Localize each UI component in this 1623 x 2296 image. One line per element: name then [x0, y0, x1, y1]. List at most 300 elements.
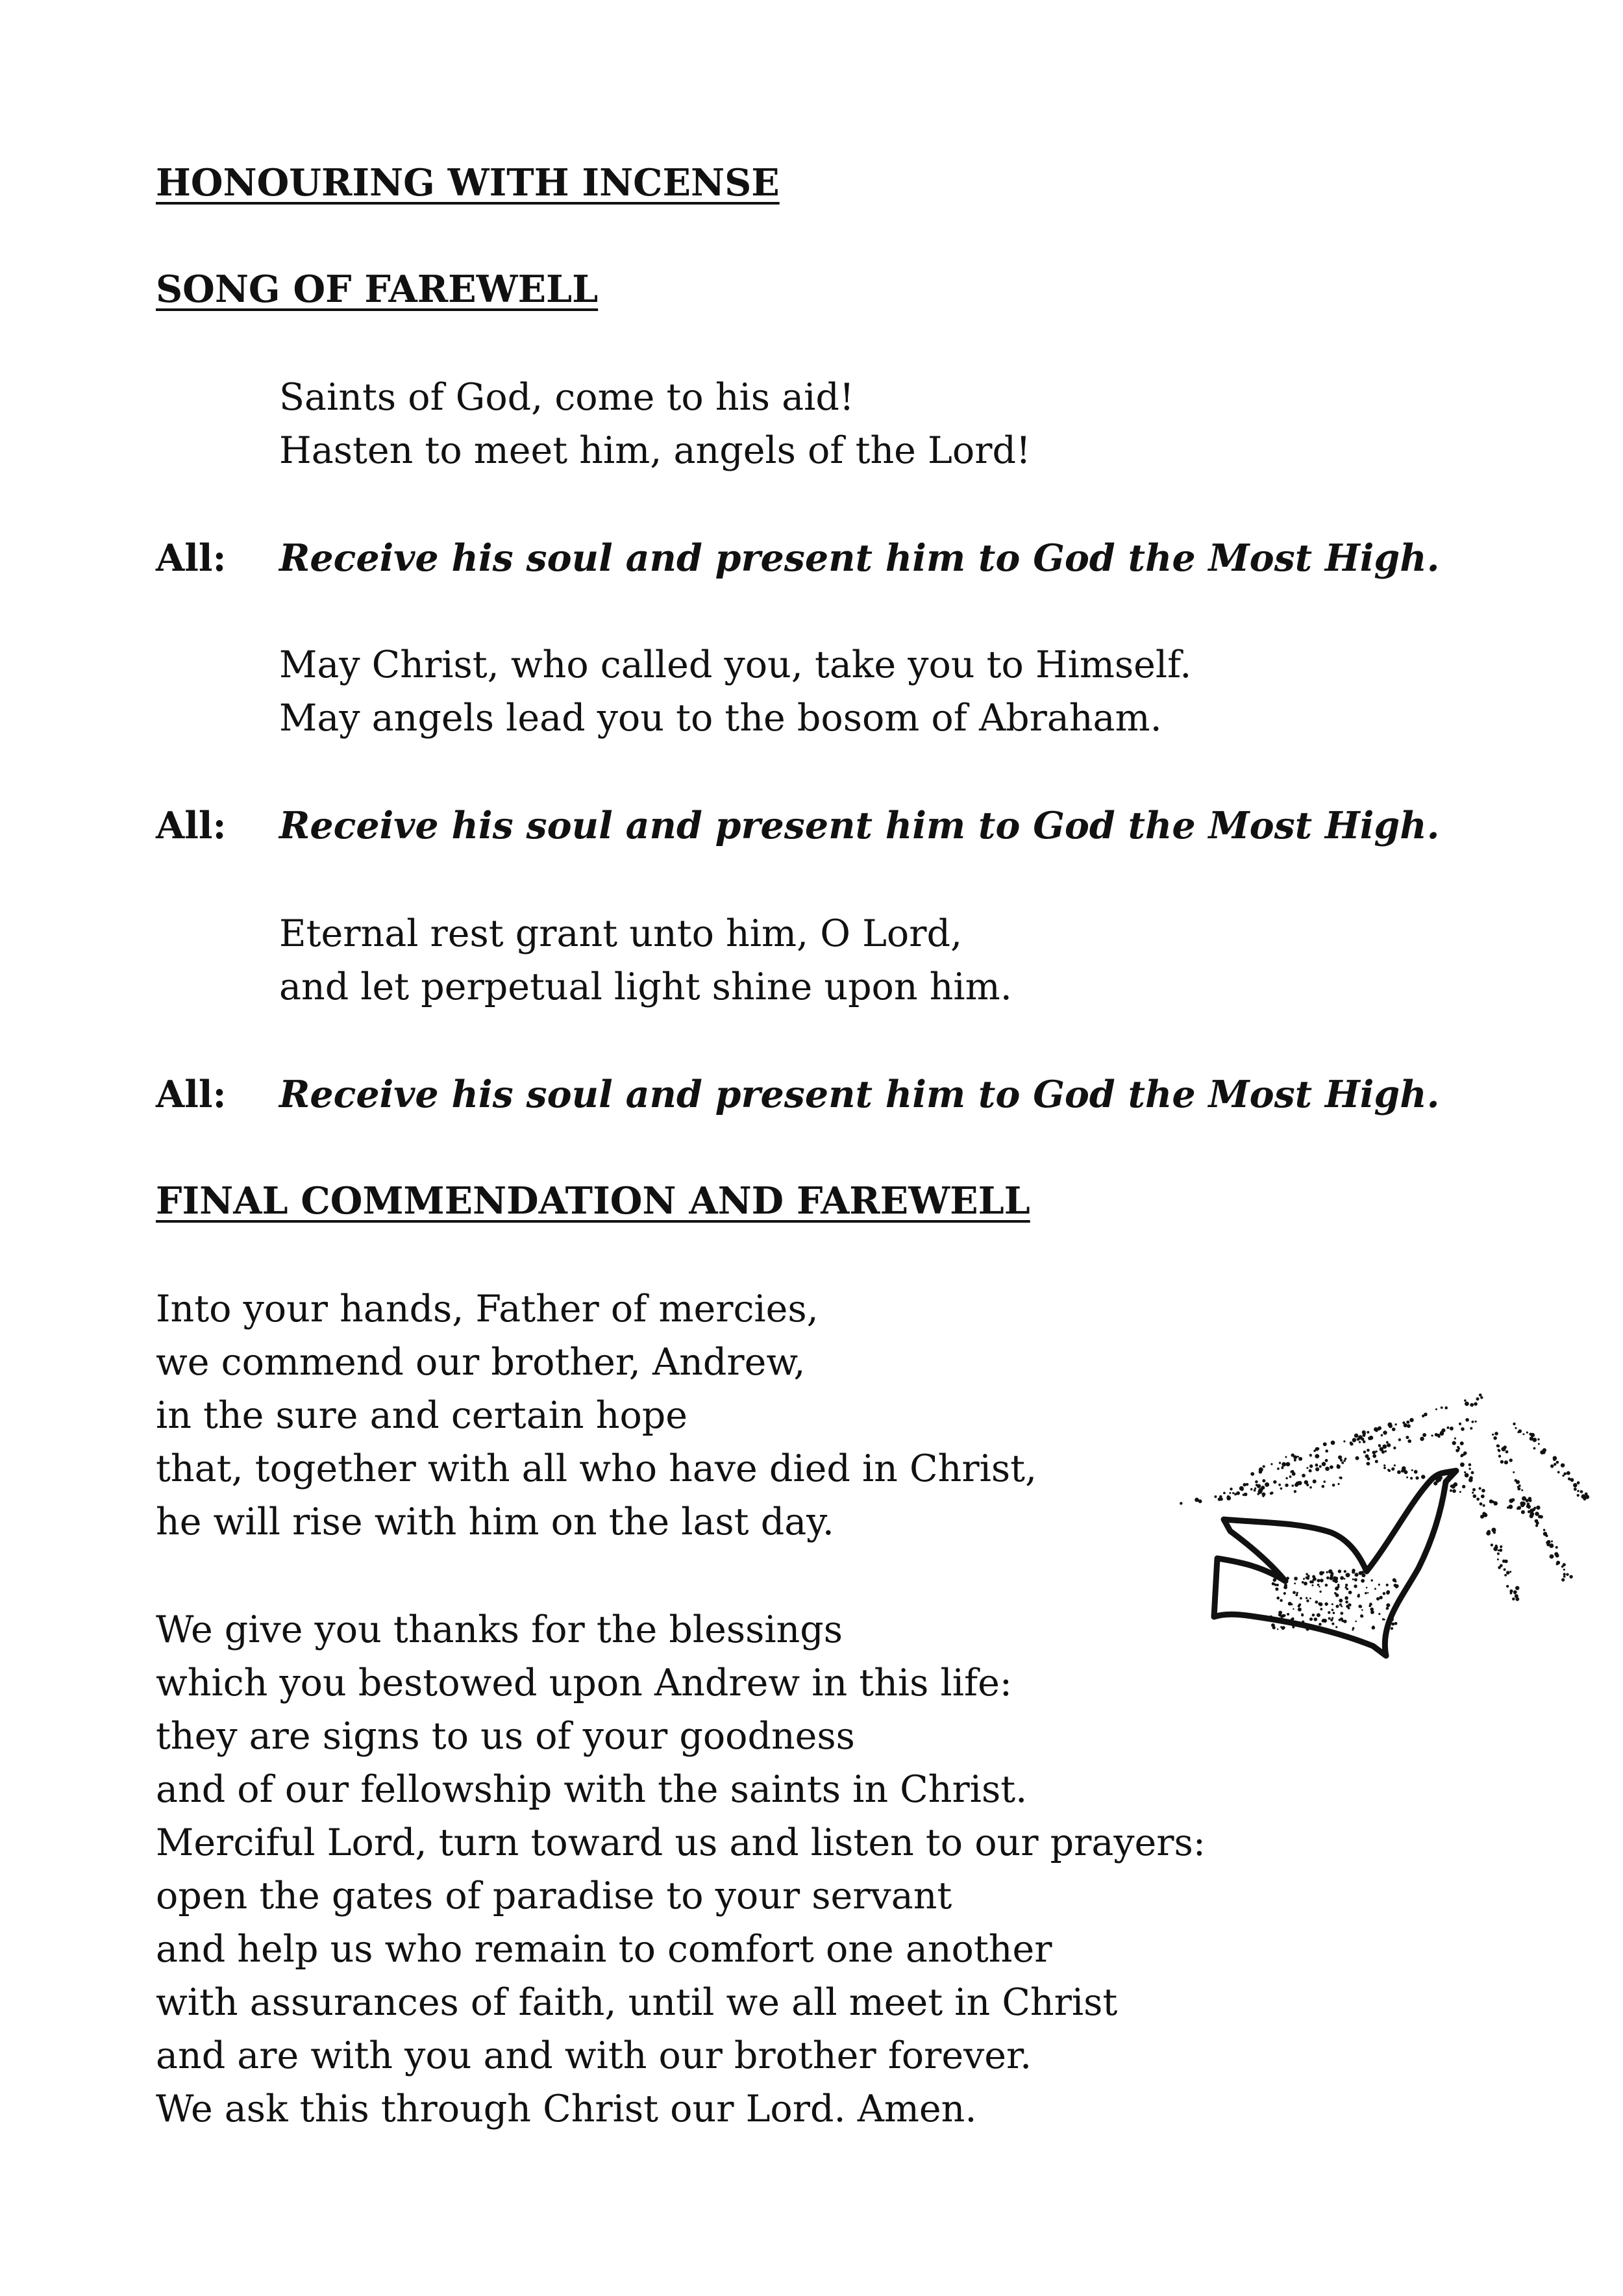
stipple-dot	[1372, 1454, 1376, 1458]
stipple-dot	[1495, 1545, 1498, 1547]
stipple-dot	[1553, 1458, 1555, 1461]
stipple-dot	[1330, 1574, 1333, 1577]
stipple-dot	[1343, 1440, 1345, 1442]
stipple-dot	[1424, 1413, 1428, 1417]
stipple-dot	[1577, 1481, 1580, 1484]
commendation-p2-line-3: they are signs to us of your goodness	[156, 1715, 855, 1758]
stipple-dot	[1378, 1613, 1380, 1615]
stipple-dot	[1577, 1494, 1580, 1497]
stipple-dot	[1574, 1485, 1576, 1488]
stipple-dot	[1337, 1464, 1339, 1466]
stipple-dot	[1332, 1484, 1335, 1487]
stipple-dot	[1273, 1480, 1276, 1484]
stipple-dot	[1362, 1434, 1365, 1437]
stipple-dot	[1298, 1608, 1302, 1612]
commendation-p2-line-4: and of our fellowship with the saints in Christ.	[156, 1768, 1028, 1811]
stipple-dot	[1386, 1603, 1390, 1607]
stipple-dot	[1309, 1597, 1311, 1599]
stipple-dot	[1354, 1573, 1358, 1577]
stipple-dot	[1277, 1467, 1280, 1470]
stipple-dot	[1288, 1602, 1292, 1606]
all-label-1: All:	[156, 536, 227, 580]
stipple-dot	[1306, 1577, 1309, 1580]
stipple-dot	[1492, 1434, 1494, 1436]
commendation-p2-line-2: which you bestowed upon Andrew in this life:	[156, 1662, 1013, 1704]
stipple-dot	[1309, 1617, 1313, 1621]
stipple-dot	[1585, 1492, 1588, 1495]
commendation-p1-line-3: in the sure and certain hope	[156, 1394, 688, 1437]
stipple-dot	[1367, 1457, 1370, 1460]
stipple-dot	[1446, 1427, 1449, 1429]
stipple-dot	[1501, 1447, 1505, 1451]
stipple-dot	[1298, 1457, 1302, 1461]
stipple-dot	[1388, 1469, 1391, 1472]
stipple-dot	[1283, 1592, 1286, 1595]
commendation-p1-line-2: we commend our brother, Andrew,	[156, 1341, 806, 1384]
stipple-dot	[1325, 1459, 1328, 1462]
stipple-dot	[1317, 1579, 1320, 1582]
stipple-dot	[1437, 1434, 1440, 1437]
stipple-dot	[1302, 1474, 1306, 1478]
stipple-dot	[1352, 1569, 1355, 1572]
stipple-dot	[1500, 1564, 1503, 1567]
stipple-dot	[1391, 1627, 1393, 1630]
stipple-dot	[1459, 1423, 1461, 1425]
dove-icon	[1152, 1383, 1594, 1695]
stipple-dot	[1331, 1441, 1335, 1445]
stipple-dot	[1454, 1438, 1456, 1440]
stipple-dot	[1315, 1467, 1319, 1471]
heading-song-of-farewell: SONG OF FAREWELL	[156, 268, 599, 311]
stipple-dot	[1542, 1448, 1546, 1452]
commendation-p2-line-7: and help us who remain to comfort one another	[156, 1928, 1052, 1971]
stipple-dot	[1531, 1434, 1533, 1436]
stipple-dot	[1543, 1532, 1547, 1536]
stipple-dot	[1296, 1592, 1298, 1594]
stipple-dot	[1294, 1582, 1296, 1584]
stipple-dot	[1343, 1460, 1345, 1462]
stipple-dot	[1383, 1464, 1385, 1466]
stipple-dot	[1401, 1469, 1404, 1473]
stipple-dot	[1392, 1428, 1396, 1432]
stipple-dot	[1450, 1427, 1454, 1430]
stipple-dot	[1280, 1599, 1282, 1602]
commendation-p1-line-5: he will rise with him on the last day.	[156, 1501, 834, 1543]
stipple-dot	[1328, 1611, 1330, 1614]
stipple-dot	[1338, 1455, 1342, 1459]
stipple-dot	[1323, 1480, 1326, 1483]
stipple-dot	[1480, 1503, 1483, 1506]
stipple-dot	[1363, 1451, 1366, 1453]
stipple-dot	[1325, 1584, 1328, 1587]
stipple-dot	[1549, 1543, 1554, 1548]
stipple-dot	[1358, 1435, 1363, 1440]
stipple-dot	[1456, 1449, 1459, 1453]
stipple-dot	[1387, 1423, 1392, 1427]
stipple-dot	[1515, 1597, 1519, 1601]
stipple-dot	[1472, 1488, 1476, 1491]
stipple-dot	[1550, 1464, 1554, 1467]
stipple-dot	[1414, 1470, 1418, 1474]
stipple-dot	[1513, 1423, 1515, 1425]
stipple-dot	[1372, 1451, 1376, 1454]
stipple-dot	[1352, 1578, 1354, 1580]
stipple-dot	[1464, 1399, 1467, 1402]
stipple-dot	[1556, 1461, 1559, 1464]
stipple-dot	[1254, 1489, 1256, 1491]
stipple-dot	[1278, 1611, 1282, 1615]
commendation-p2-line-8: with assurances of faith, until we all meet in Christ	[156, 1981, 1118, 2024]
stipple-dot	[1483, 1504, 1485, 1507]
stipple-dot	[1394, 1580, 1397, 1583]
stipple-dot	[1406, 1421, 1409, 1424]
stipple-dot	[1475, 1421, 1477, 1423]
stipple-dot	[1481, 1495, 1485, 1499]
stipple-dot	[1214, 1495, 1217, 1498]
stipple-dot	[1464, 1471, 1466, 1473]
stipple-dot	[1407, 1440, 1411, 1443]
stipple-dot	[1479, 1487, 1481, 1490]
stipple-dot	[1493, 1531, 1496, 1534]
stipple-dot	[1404, 1423, 1406, 1426]
stipple-dot	[1506, 1585, 1509, 1588]
stipple-dot	[1460, 1441, 1464, 1445]
stipple-dot	[1459, 1491, 1461, 1493]
stipple-dot	[1276, 1597, 1280, 1600]
stipple-dot	[1515, 1586, 1519, 1590]
stipple-dot	[1316, 1464, 1319, 1467]
stipple-dot	[1357, 1594, 1360, 1597]
stipple-dot	[1309, 1454, 1312, 1457]
stipple-dot	[1554, 1463, 1556, 1466]
stipple-dot	[1514, 1592, 1517, 1595]
stipple-dot	[1365, 1592, 1367, 1595]
stipple-dot	[1363, 1440, 1366, 1443]
stipple-dot	[1352, 1438, 1357, 1443]
stipple-dot	[1282, 1462, 1286, 1467]
stipple-dot	[1577, 1490, 1579, 1492]
stipple-dot	[1470, 1427, 1472, 1430]
stipple-dot	[1556, 1563, 1559, 1566]
stipple-dot	[1504, 1560, 1508, 1564]
stipple-dot	[1387, 1443, 1391, 1447]
stipple-dot	[1354, 1434, 1359, 1438]
stipple-dot	[1536, 1521, 1539, 1525]
stipple-dot	[1406, 1477, 1408, 1479]
stipple-dot	[1262, 1479, 1265, 1482]
stipple-dot	[1285, 1456, 1287, 1458]
stipple-dot	[1528, 1497, 1531, 1500]
stipple-dot	[1386, 1607, 1389, 1610]
stipple-dot	[1460, 1462, 1465, 1467]
stipple-dot	[1522, 1433, 1524, 1435]
stipple-dot	[1383, 1430, 1387, 1434]
stipple-dot	[1561, 1578, 1565, 1581]
stipple-dot	[1333, 1612, 1335, 1614]
stipple-dot	[1563, 1575, 1566, 1578]
stipple-dot	[1515, 1479, 1517, 1482]
stipple-dot	[1241, 1488, 1244, 1491]
commendation-p1-line-1: Into your hands, Father of mercies,	[156, 1288, 819, 1330]
commendation-p2-line-5: Merciful Lord, turn toward us and listen to our prayers:	[156, 1821, 1206, 1864]
all-label-3: All:	[156, 1073, 227, 1116]
stipple-dot	[1306, 1484, 1309, 1486]
stipple-dot	[1320, 1608, 1322, 1610]
stipple-dot	[1285, 1484, 1288, 1487]
stipple-dot	[1386, 1591, 1389, 1594]
stipple-dot	[1482, 1512, 1486, 1516]
heading-honouring-with-incense: HONOURING WITH INCENSE	[156, 161, 780, 205]
stipple-dot	[1415, 1477, 1419, 1480]
stipple-dot	[1309, 1486, 1312, 1489]
stipple-dot	[1294, 1490, 1296, 1493]
stipple-dot	[1535, 1512, 1539, 1516]
stipple-dot	[1340, 1576, 1344, 1580]
stipple-dot	[1314, 1617, 1318, 1621]
stipple-dot	[1421, 1475, 1425, 1479]
stipple-dot	[1291, 1484, 1294, 1487]
stipple-dot	[1313, 1480, 1317, 1484]
stipple-dot	[1243, 1483, 1246, 1486]
stipple-dot	[1515, 1427, 1517, 1429]
stipple-dot	[1394, 1464, 1396, 1466]
stipple-dot	[1298, 1603, 1301, 1606]
stipple-dot	[1509, 1499, 1513, 1503]
stipple-dot	[1296, 1594, 1298, 1597]
all-label-2: All:	[156, 804, 227, 847]
stipple-dot	[1500, 1460, 1504, 1464]
verse-3-line-1: Eternal rest grant unto him, O Lord,	[279, 912, 963, 955]
stipple-dot	[1361, 1579, 1365, 1583]
stipple-dot	[1494, 1432, 1498, 1436]
stipple-dot	[1276, 1584, 1279, 1586]
stipple-dot	[1509, 1571, 1511, 1573]
stipple-dot	[1293, 1608, 1294, 1610]
stipple-dot	[1468, 1467, 1470, 1469]
stipple-dot	[1198, 1499, 1202, 1503]
stipple-dot	[1339, 1599, 1343, 1603]
stipple-dot	[1344, 1596, 1348, 1600]
stipple-dot	[1547, 1540, 1551, 1544]
stipple-dot	[1361, 1573, 1365, 1577]
stipple-dot	[1311, 1580, 1314, 1583]
stipple-dot	[1366, 1587, 1368, 1589]
stipple-dot	[1570, 1478, 1574, 1482]
stipple-dot	[1504, 1568, 1506, 1571]
stipple-dot	[1303, 1578, 1305, 1580]
stipple-dot	[1263, 1465, 1265, 1467]
stipple-dot	[1555, 1554, 1559, 1558]
stipple-dot	[1557, 1471, 1560, 1473]
stipple-dot	[1376, 1429, 1378, 1432]
stipple-dot	[1498, 1454, 1501, 1457]
stipple-dot	[1275, 1588, 1278, 1591]
stipple-dot	[1470, 1403, 1474, 1407]
stipple-dot	[1386, 1584, 1389, 1586]
stipple-dot	[1461, 1427, 1465, 1431]
stipple-dot	[1258, 1488, 1263, 1493]
stipple-dot	[1319, 1591, 1321, 1593]
commendation-p2-line-10: We ask this through Christ our Lord. Amen.	[156, 2088, 977, 2130]
stipple-dot	[1370, 1610, 1374, 1614]
verse-3-line-2: and let perpetual light shine upon him.	[279, 966, 1012, 1008]
stipple-dot	[1504, 1460, 1508, 1464]
stipple-dot	[1574, 1488, 1577, 1491]
stipple-dot	[1566, 1573, 1568, 1576]
stipple-dot	[1533, 1447, 1536, 1450]
stipple-dot	[1282, 1614, 1285, 1617]
stipple-dot	[1409, 1418, 1413, 1422]
stipple-dot	[1337, 1586, 1338, 1588]
stipple-dot	[1369, 1603, 1372, 1606]
stipple-dot	[1536, 1506, 1540, 1510]
stipple-dot	[1335, 1626, 1337, 1628]
stipple-dot	[1404, 1470, 1407, 1474]
stipple-dot	[1567, 1471, 1570, 1475]
stipple-dot	[1287, 1613, 1289, 1616]
stipple-dot	[1344, 1458, 1347, 1460]
stipple-dot	[1532, 1508, 1535, 1511]
stipple-dot	[1319, 1466, 1322, 1468]
stipple-dot	[1312, 1579, 1314, 1581]
stipple-dot	[1338, 1569, 1341, 1573]
commendation-p1-line-4: that, together with all who have died in Christ,	[156, 1447, 1037, 1490]
stipple-dot	[1410, 1477, 1413, 1480]
stipple-dot	[1294, 1577, 1298, 1580]
stipple-dot	[1180, 1502, 1182, 1504]
stipple-dot	[1551, 1540, 1553, 1542]
stipple-dot	[1346, 1605, 1349, 1608]
stipple-dot	[1332, 1609, 1334, 1612]
stipple-dot	[1431, 1434, 1433, 1436]
stipple-dot	[1229, 1492, 1231, 1494]
stipple-dot	[1346, 1573, 1350, 1577]
commendation-p2-line-6: open the gates of paradise to your servant	[156, 1875, 952, 1917]
stipple-dot	[1279, 1462, 1281, 1464]
stipple-dot	[1517, 1507, 1519, 1510]
stipple-dot	[1476, 1397, 1480, 1401]
stipple-dot	[1343, 1619, 1346, 1623]
stipple-dot	[1509, 1458, 1513, 1462]
stipple-dot	[1306, 1597, 1307, 1599]
stipple-dot	[1270, 1463, 1272, 1465]
stipple-dot	[1309, 1464, 1313, 1467]
stipple-dot	[1255, 1480, 1258, 1484]
stipple-dot	[1300, 1597, 1302, 1600]
stipple-dot	[1535, 1524, 1538, 1527]
stipple-dot	[1280, 1626, 1282, 1628]
stipple-dot	[1381, 1434, 1383, 1437]
stipple-dot	[1317, 1584, 1320, 1586]
stipple-dot	[1492, 1501, 1494, 1503]
stipple-dot	[1322, 1619, 1324, 1621]
stipple-dot	[1474, 1402, 1478, 1406]
stipple-dot	[1330, 1619, 1333, 1621]
stipple-dot	[1441, 1406, 1443, 1409]
stipple-dot	[1315, 1447, 1319, 1451]
stipple-dot	[1518, 1429, 1522, 1433]
stipple-dot	[1326, 1571, 1328, 1573]
stipple-dot	[1555, 1546, 1558, 1549]
stipple-dot	[1271, 1623, 1275, 1627]
stipple-dot	[1278, 1484, 1281, 1486]
stipple-dot	[1391, 1623, 1394, 1626]
stipple-dot	[1227, 1495, 1230, 1498]
stipple-dot	[1257, 1484, 1261, 1488]
stipple-dot	[1340, 1477, 1343, 1479]
stipple-dot	[1376, 1597, 1380, 1601]
stipple-dot	[1298, 1481, 1302, 1486]
stipple-dot	[1250, 1488, 1253, 1491]
stipple-dot	[1383, 1592, 1386, 1595]
stipple-dot	[1334, 1579, 1338, 1583]
stipple-dot	[1282, 1466, 1283, 1468]
stipple-dot	[1521, 1501, 1526, 1506]
stipple-dot	[1394, 1622, 1398, 1625]
verse-1-line-2: Hasten to meet him, angels of the Lord!	[279, 429, 1031, 472]
stipple-dot	[1368, 1436, 1372, 1440]
stipple-dot	[1230, 1488, 1232, 1490]
stipple-dot	[1354, 1584, 1357, 1588]
stipple-dot	[1371, 1579, 1373, 1581]
stipple-dot	[1312, 1614, 1315, 1617]
stipple-dot	[1497, 1553, 1500, 1555]
stipple-dot	[1383, 1467, 1386, 1469]
stipple-dot	[1282, 1626, 1285, 1629]
stipple-dot	[1497, 1445, 1500, 1447]
stipple-dot	[1323, 1442, 1327, 1446]
stipple-dot	[1306, 1573, 1308, 1576]
stipple-dot	[1422, 1433, 1426, 1437]
stipple-dot	[1280, 1488, 1283, 1490]
stipple-dot	[1562, 1475, 1564, 1477]
stipple-dot	[1504, 1574, 1507, 1577]
response-2: Receive his soul and present him to God the Most High.	[279, 804, 1440, 847]
stipple-dot	[1444, 1406, 1448, 1410]
stipple-dot	[1218, 1497, 1221, 1501]
stipple-dot	[1479, 1393, 1482, 1397]
stipple-dot	[1302, 1581, 1304, 1584]
stipple-dot	[1345, 1584, 1348, 1586]
stipple-dot	[1465, 1473, 1469, 1478]
stipple-dot	[1362, 1430, 1366, 1434]
stipple-dot	[1322, 1462, 1326, 1466]
stipple-dot	[1517, 1486, 1519, 1488]
stipple-dot	[1510, 1592, 1513, 1595]
stipple-dot	[1344, 1578, 1346, 1580]
stipple-dot	[1487, 1530, 1489, 1533]
stipple-dot	[1407, 1424, 1411, 1428]
stipple-dot	[1550, 1554, 1554, 1559]
stipple-dot	[1315, 1601, 1318, 1604]
verse-2-line-1: May Christ, who called you, take you to Himself.	[279, 643, 1192, 686]
stipple-dot	[1340, 1612, 1343, 1615]
stipple-dot	[1385, 1450, 1387, 1452]
stipple-dot	[1348, 1591, 1352, 1595]
stipple-dot	[1465, 1402, 1469, 1406]
stipple-dot	[1462, 1485, 1465, 1488]
stipple-dot	[1471, 1471, 1474, 1475]
stipple-dot	[1259, 1467, 1263, 1472]
stipple-dot	[1538, 1443, 1540, 1445]
stipple-dot	[1359, 1441, 1361, 1443]
stipple-dot	[1569, 1575, 1572, 1578]
stipple-dot	[1508, 1504, 1513, 1509]
stipple-dot	[1352, 1629, 1354, 1631]
stipple-dot	[1250, 1472, 1254, 1476]
stipple-dot	[1360, 1614, 1363, 1617]
stipple-dot	[1452, 1441, 1456, 1445]
